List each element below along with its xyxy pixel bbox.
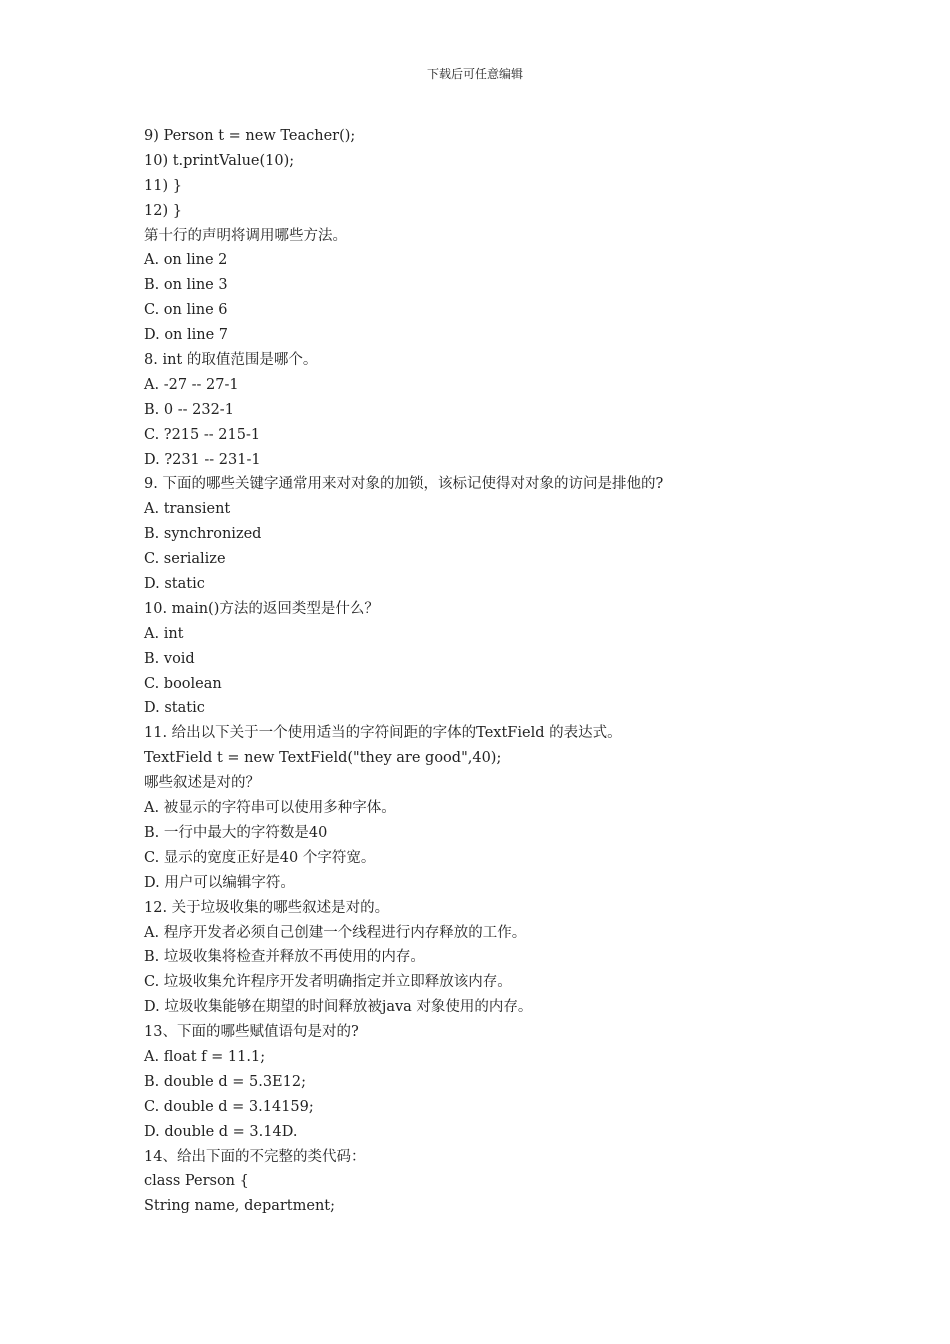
question-text: 第十行的声明将调用哪些方法。 [144, 227, 347, 244]
option-b: B. double d = 5.3E12; [144, 1073, 306, 1090]
question-14: 14、给出下面的不完整的类代码： [144, 1148, 366, 1165]
option-c: C. on line 6 [144, 302, 228, 319]
option-c: C. boolean [144, 675, 222, 692]
option-d: D. double d = 3.14D. [144, 1123, 298, 1140]
question-text: 哪些叙述是对的？ [144, 775, 260, 792]
option-b: B. void [144, 650, 195, 667]
code-line: class Person { [144, 1173, 249, 1190]
option-b: B. 垃圾收集将检查并释放不再使用的内存。 [144, 949, 425, 966]
option-d: D. ?231 -- 231-1 [144, 451, 261, 468]
option-b: B. synchronized [144, 526, 262, 543]
question-9: 9. 下面的哪些关键字通常用来对对象的加锁，该标记使得对对象的访问是排他的? [144, 476, 664, 493]
option-a: A. int [144, 625, 184, 642]
option-b: B. 一行中最大的字符数是40 [144, 824, 328, 841]
option-d: D. static [144, 576, 205, 593]
option-d: D. 用户可以编辑字符。 [144, 874, 295, 891]
option-c: C. 垃圾收集允许程序开发者明确指定并立即释放该内存。 [144, 974, 512, 991]
option-b: B. on line 3 [144, 277, 228, 294]
code-line: String name, department; [144, 1198, 336, 1215]
option-d: D. static [144, 700, 205, 717]
option-c: C. 显示的宽度正好是40 个字符宽。 [144, 849, 376, 866]
option-a: A. on line 2 [144, 252, 228, 269]
option-c: C. ?215 -- 215-1 [144, 426, 261, 443]
option-b: B. 0 -- 232-1 [144, 401, 234, 418]
option-d: D. 垃圾收集能够在期望的时间释放被java 对象使用的内存。 [144, 999, 533, 1016]
document-body [144, 124, 844, 1219]
page-header-note: 下载后可任意编辑 [426, 67, 523, 81]
question-12: 12. 关于垃圾收集的哪些叙述是对的。 [144, 899, 390, 916]
code-line: 10) t.printValue(10); [144, 152, 295, 169]
option-a: A. float f = 11.1; [144, 1048, 266, 1065]
option-a: A. -27 -- 27-1 [144, 376, 239, 393]
option-d: D. on line 7 [144, 327, 229, 344]
option-a: A. 被显示的字符串可以使用多种字体。 [144, 800, 396, 817]
option-a: A. transient [144, 501, 231, 518]
question-13: 13、下面的哪些赋值语句是对的? [144, 1024, 359, 1041]
code-line: 9) Person t = new Teacher(); [144, 128, 356, 144]
code-line: TextField t = new TextField("they are good",40); [144, 750, 502, 767]
option-c: C. double d = 3.14159; [144, 1098, 314, 1115]
question-11: 11. 给出以下关于一个使用适当的字符间距的字体的TextField 的表达式。 [144, 725, 622, 742]
question-8: 8. int 的取值范围是哪个。 [144, 352, 318, 369]
option-a: A. 程序开发者必须自己创建一个线程进行内存释放的工作。 [144, 924, 527, 941]
question-10: 10. main()方法的返回类型是什么？ [144, 600, 379, 617]
option-c: C. serialize [144, 551, 226, 568]
code-line: 12) } [144, 202, 182, 219]
code-line: 11) } [144, 177, 182, 194]
